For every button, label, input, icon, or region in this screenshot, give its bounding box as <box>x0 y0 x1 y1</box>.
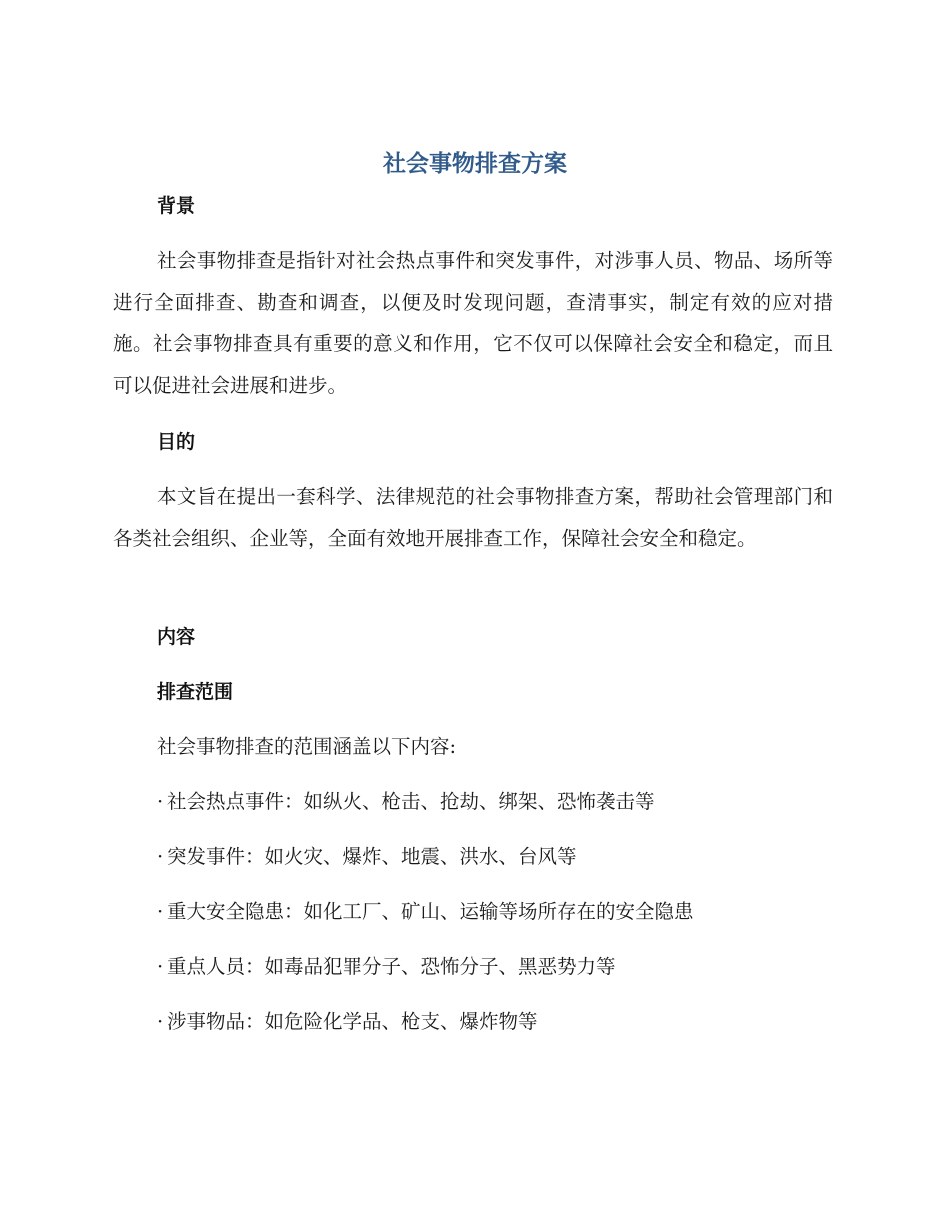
bullet-icon: · <box>157 845 164 868</box>
heading-background: 背景 <box>157 195 196 217</box>
list-item <box>157 842 577 872</box>
bullet-icon: · <box>157 900 164 923</box>
bullet-icon: · <box>157 1010 164 1033</box>
paragraph-purpose: 本文旨在提出一套科学、法律规范的社会事物排查方案，帮助社会管理部门和各类社会组织、企业等，全面有效地开展排查工作，保障社会安全和稳定。 <box>113 485 833 550</box>
heading-scope: 排查范围 <box>157 681 234 703</box>
list-item <box>157 952 616 982</box>
document-title: 社会事物排查方案 <box>383 151 567 177</box>
list-item-text: 涉事物品：如危险化学品、枪支、爆炸物等 <box>167 1010 538 1033</box>
list-item-text: 突发事件：如火灾、爆炸、地震、洪水、台风等 <box>167 845 577 868</box>
scope-intro: 社会事物排查的范围涵盖以下内容: <box>157 735 457 758</box>
bullet-icon: · <box>157 955 164 978</box>
list-item-text: 重大安全隐患：如化工厂、矿山、运输等场所存在的安全隐患 <box>167 900 694 923</box>
bullet-icon: · <box>157 790 164 813</box>
list-item-text: 社会热点事件：如纵火、枪击、抢劫、绑架、恐怖袭击等 <box>167 790 655 813</box>
list-item-text: 重点人员：如毒品犯罪分子、恐怖分子、黑恶势力等 <box>167 955 616 978</box>
list-item <box>157 897 694 927</box>
paragraph-background: 社会事物排查是指针对社会热点事件和突发事件，对涉事人员、物品、场所等进行全面排查、勘查和调查，以便及时发现问题，查清事实，制定有效的应对措施。社会事物排查具有重要的意义和作用，它不仅可以保障社会安全和稳定，而且可以促进社会进展和进步。 <box>113 249 833 397</box>
heading-purpose: 目的 <box>157 431 196 453</box>
heading-content: 内容 <box>157 626 196 648</box>
list-item <box>157 1007 538 1037</box>
list-item <box>157 787 655 817</box>
